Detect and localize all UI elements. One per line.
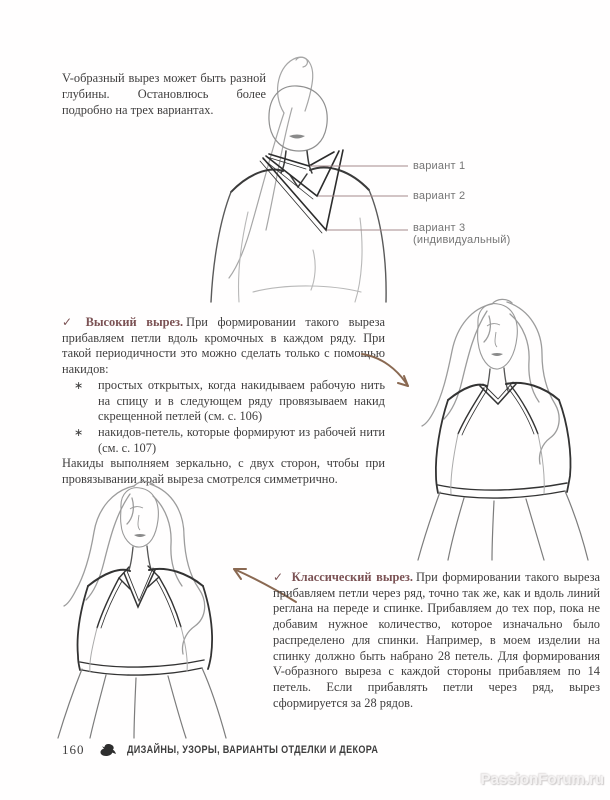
high-neckline-outro: Накиды выполняем зеркально, с двух сторон, чтобы при провязывании край выреза смотрелся симметрично. — [62, 456, 385, 487]
variant-2-label: вариант 2 — [413, 190, 466, 202]
lips — [491, 353, 503, 356]
classic-neckline-title: Классический вырез. — [291, 570, 413, 584]
lips — [289, 135, 305, 139]
watermark: PassionForum.ru — [480, 771, 604, 788]
bullet-icon: ∗ — [74, 426, 84, 439]
neck — [486, 368, 508, 392]
bird-icon — [99, 743, 117, 757]
bullet-icon: ∗ — [74, 379, 84, 392]
high-neckline-title: Высокий вырез. — [85, 315, 184, 329]
book-title: ДИЗАЙНЫ, УЗОРЫ, ВАРИАНТЫ ОТДЕЛКИ И ДЕКОРА — [126, 744, 378, 756]
page-number: 160 — [62, 742, 85, 757]
arrow-to-high-neckline-figure-icon — [358, 348, 418, 396]
face — [478, 304, 518, 369]
waistband — [80, 660, 204, 667]
arms — [211, 190, 386, 302]
bullet-item — [62, 378, 385, 425]
variant-3-label: вариант 3 — [413, 222, 466, 234]
classic-neckline-paragraph — [273, 570, 600, 711]
lips — [134, 534, 146, 537]
variant-3-note: (индивидуальный) — [413, 234, 511, 246]
intro-paragraph: V-образный вырез может быть разной глубины. Остановлюсь более подробно на трех вариантах. — [62, 71, 266, 117]
body-sketch — [238, 212, 362, 302]
variant-pointer-lines — [310, 166, 408, 230]
check-icon: ✓ — [273, 570, 285, 584]
classic-neckline-body: При формировании такого выреза прибавляем петли через ряд, точно так же, как и вдоль линий реглана на переде и спинке. Прибавляем до тех пор, пока не добавим нужное количество, которое изначально было распределено для спинки. Например, в моем изделии на спинку должно быть набрано 28 петель. Для формирования V-образного выреза с каждой стороны прибавляем по 14 петель. Если прибавлять петли через ряд, вырез сформируется за 28 рядов. — [273, 570, 600, 710]
raglan-line-left — [458, 388, 484, 434]
high-neckline-lead-paragraph — [62, 315, 385, 378]
figure-classic-neckline-illustration — [36, 474, 284, 742]
neckline-variant-lines — [260, 150, 343, 233]
skirt — [418, 491, 588, 560]
arm-sketch — [451, 434, 544, 494]
check-icon: ✓ — [62, 315, 79, 329]
skirt — [58, 668, 226, 738]
bullet-text: накидов-петель, которые формируют из рабочей нити (см. с. 107) — [98, 424, 385, 455]
figure-high-neckline-illustration — [392, 286, 610, 570]
variant-1-label: вариант 1 — [413, 160, 466, 172]
classic-neckline-section — [273, 570, 600, 711]
high-neckline-lead: При формировании такого выреза прибавляем петли вдоль кромочных в каждом ряду. При такой периодичности это можно сделать только с помощью накидов: — [62, 315, 386, 377]
waistband — [438, 483, 567, 490]
bullet-item — [62, 425, 385, 456]
page-footer — [62, 742, 426, 758]
bullet-text: простых открытых, когда накидываем рабочую нить на спицу и в следующем ряду провязываем накид скрещенной петлей (см. с. 106) — [98, 377, 385, 424]
figure-v-neck-variants — [193, 50, 433, 306]
neck-and-shoulders — [231, 151, 369, 192]
high-neckline-section — [62, 315, 385, 488]
